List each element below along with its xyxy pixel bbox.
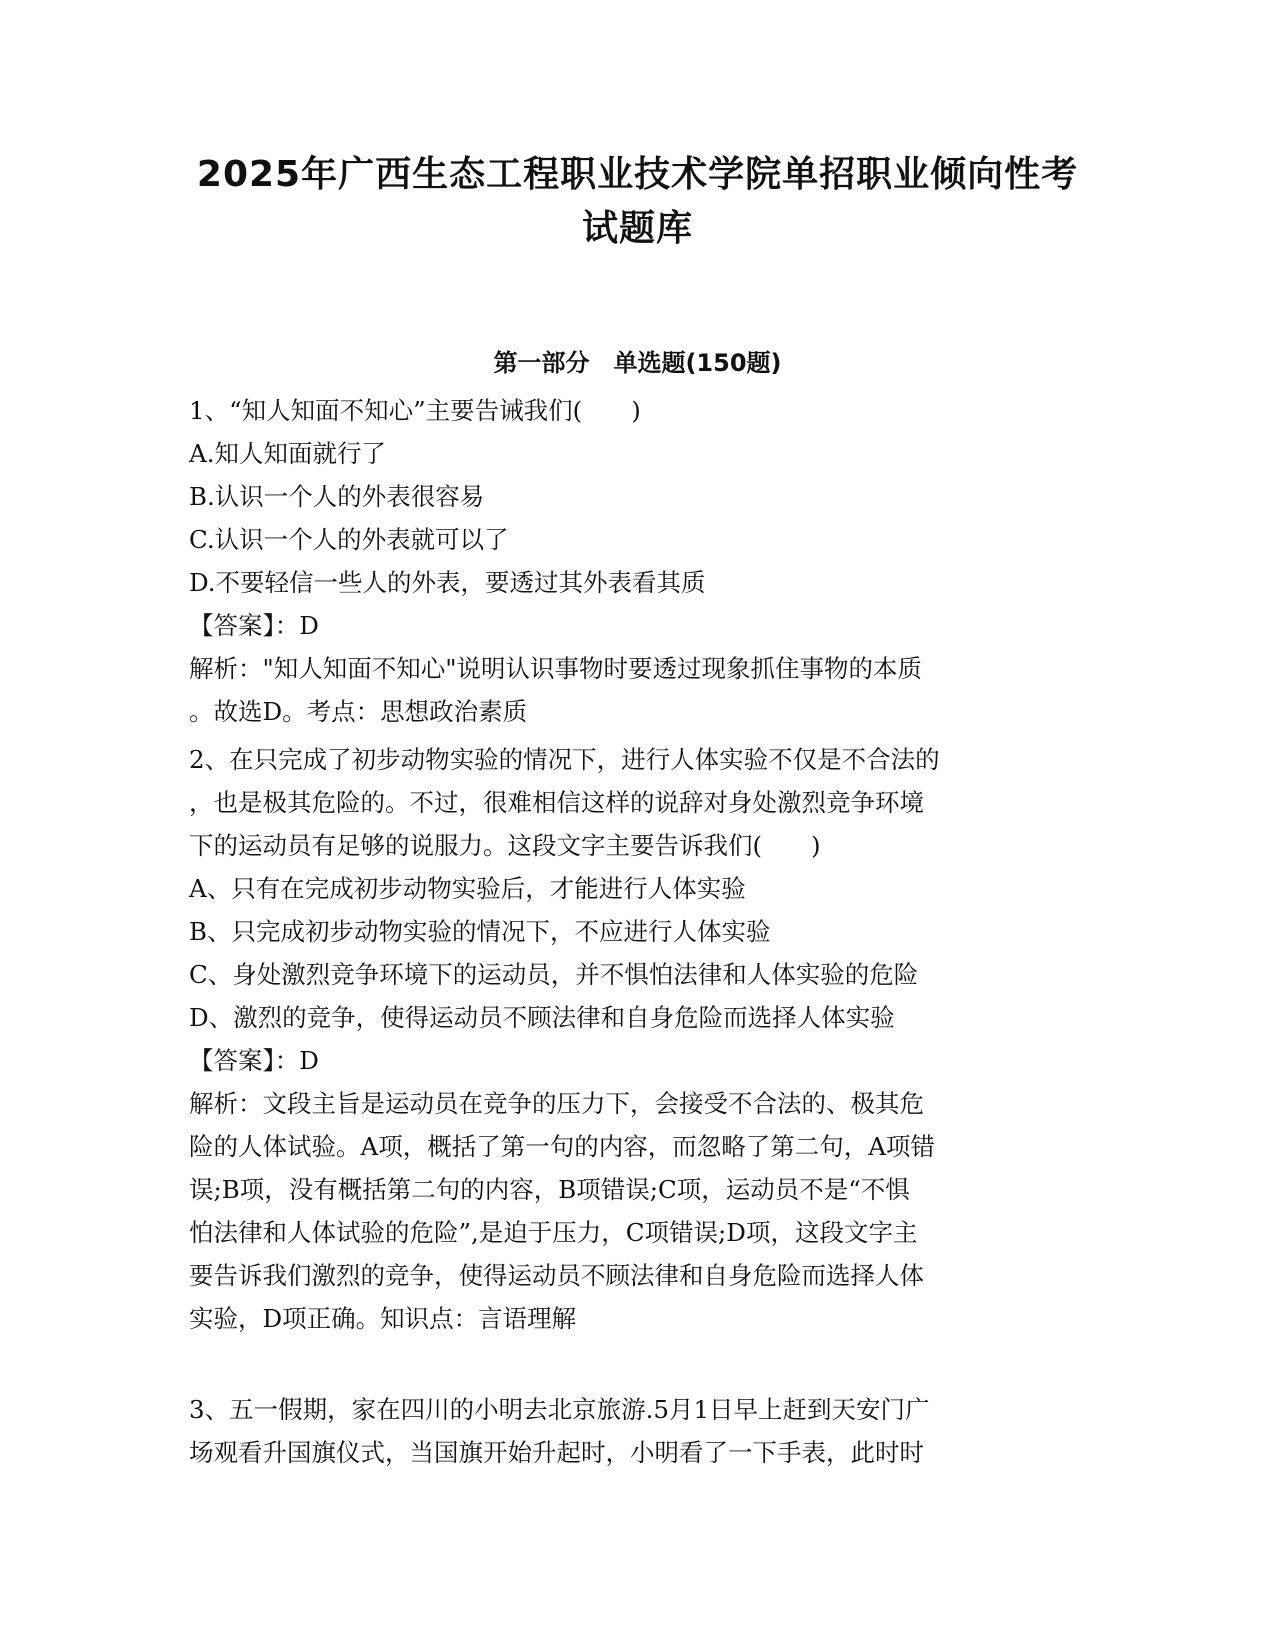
document-title-line-1: 2025年广西生态工程职业技术学院单招职业倾向性考 (196, 154, 1079, 195)
question-3-block (189, 1388, 1079, 1474)
question-2-option-d: D、激烈的竞争，使得运动员不顾法律和自身危险而选择人体实验 (189, 1003, 895, 1032)
question-1-option-a: A.知人知面就行了 (189, 439, 386, 468)
question-2-stem-line: 2、在只完成了初步动物实验的情况下，进行人体实验不仅是不合法的 (189, 745, 940, 774)
question-2-analysis-line: 解析：文段主旨是运动员在竞争的压力下，会接受不合法的、极其危 (189, 1089, 924, 1118)
question-1-option-b: B.认识一个人的外表很容易 (189, 482, 485, 511)
question-1-analysis-line: 解析："知人知面不知心"说明认识事物时要透过现象抓住事物的本质 (189, 654, 923, 683)
question-3-stem-line: 3、五一假期，家在四川的小明去北京旅游.5月1日早上赶到天安门广 (189, 1395, 930, 1424)
question-3-stem-line: 场观看升国旗仪式，当国旗开始升起时，小明看了一下手表，此时时 (189, 1438, 924, 1467)
question-2-answer: 【答案】：D (189, 1046, 319, 1075)
question-1-answer: 【答案】：D (189, 611, 319, 640)
document-title-line-2: 试题库 (581, 208, 693, 249)
question-2-stem-line: ，也是极其危险的。不过，很难相信这样的说辞对身处激烈竞争环境 (189, 788, 924, 817)
question-1-block (189, 389, 1079, 733)
section-heading: 第一部分 单选题(150题) (493, 349, 782, 377)
question-2-option-b: B、只完成初步动物实验的情况下，不应进行人体实验 (189, 917, 771, 946)
question-2-option-c: C、身处激烈竞争环境下的运动员，并不惧怕法律和人体实验的危险 (189, 960, 919, 989)
question-2-block (189, 738, 1079, 1340)
question-2-analysis-line: 险的人体试验。A项，概括了第一句的内容，而忽略了第二句，A项错 (189, 1132, 935, 1161)
question-2-option-a: A、只有在完成初步动物实验后，才能进行人体实验 (189, 874, 746, 903)
question-1-analysis-line: 。故选D。考点：思想政治素质 (189, 697, 528, 726)
question-2-analysis-line: 要告诉我们激烈的竞争，使得运动员不顾法律和自身危险而选择人体 (189, 1261, 924, 1290)
question-1-stem: 1、“知人知面不知心”主要告诫我们( ) (189, 396, 641, 425)
question-1-option-d: D.不要轻信一些人的外表，要透过其外表看其质 (189, 568, 706, 597)
question-1-option-c: C.认识一个人的外表就可以了 (189, 525, 509, 554)
question-2-analysis-line: 怕法律和人体试验的危险”,是迫于压力，C项错误;D项，这段文字主 (189, 1218, 918, 1247)
question-2-stem-line: 下的运动员有足够的说服力。这段文字主要告诉我们( ) (189, 831, 821, 860)
question-2-analysis-line: 实验，D项正确。知识点：言语理解 (189, 1304, 577, 1333)
question-2-analysis-line: 误;B项，没有概括第二句的内容，B项错误;C项，运动员不是“不惧 (189, 1175, 910, 1204)
